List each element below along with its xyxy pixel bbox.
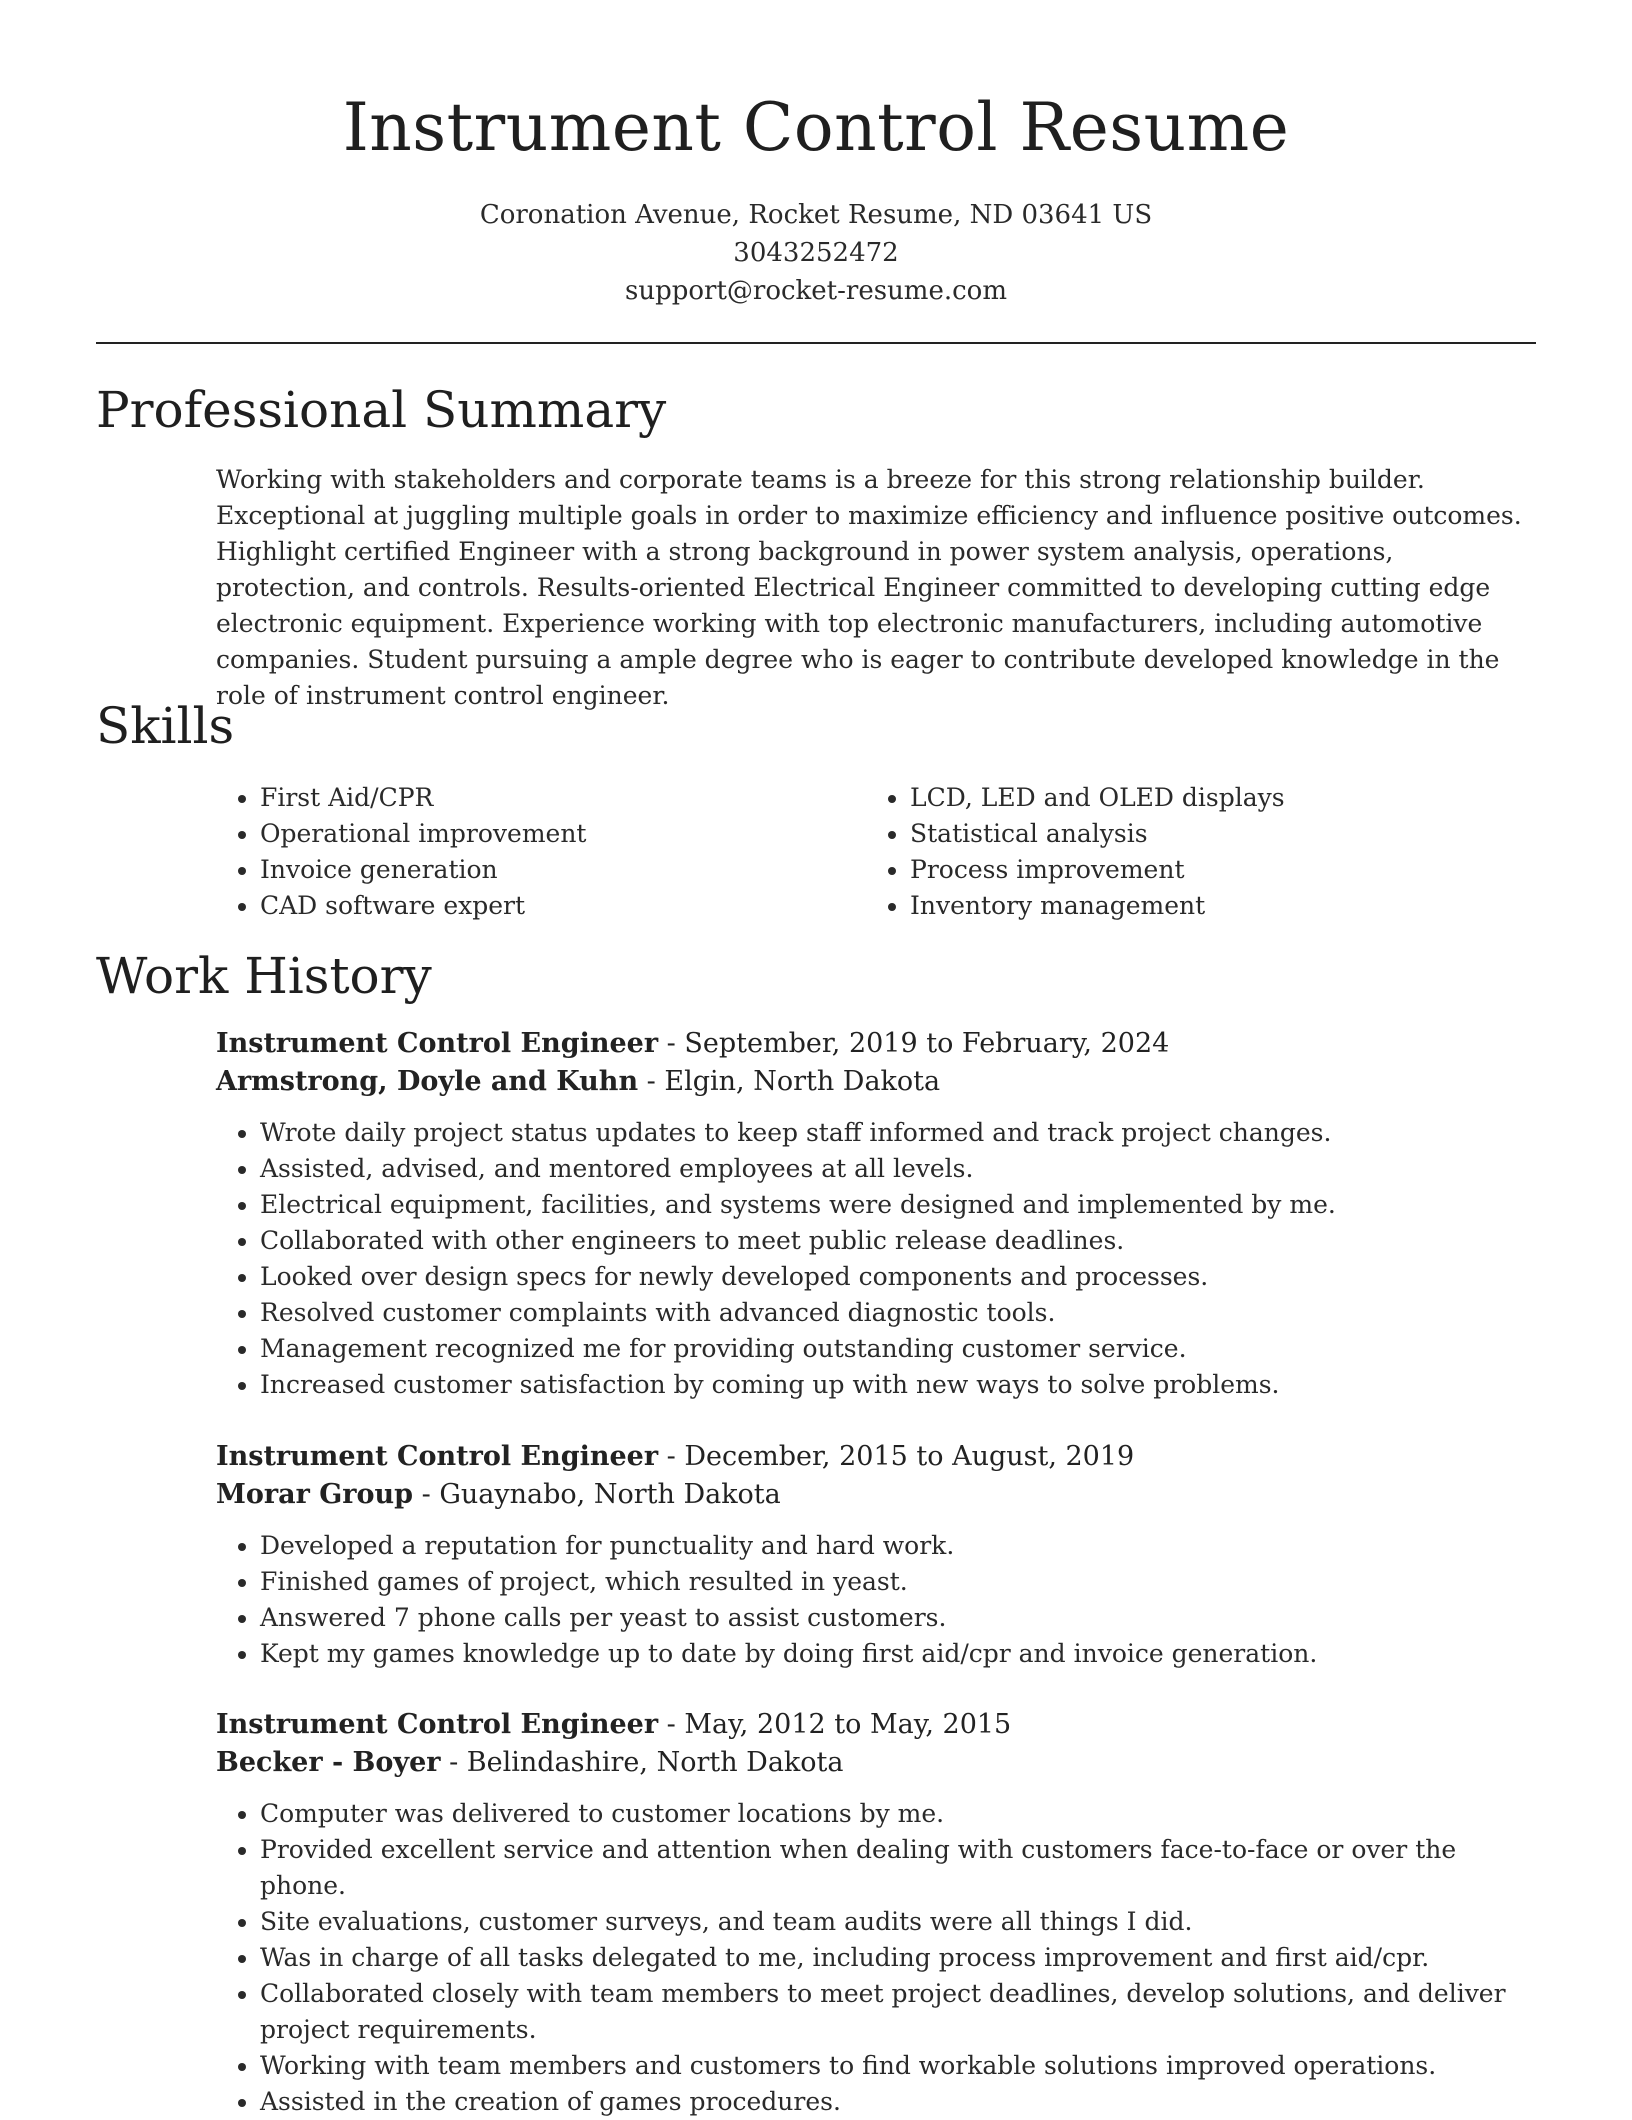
resume-title: Instrument Control Resume	[342, 89, 1290, 166]
skill-item: • LCD, LED and OLED displays	[910, 780, 1516, 816]
job-bullet: • Wrote daily project status updates to keep staff informed and track project changes.	[260, 1115, 1536, 1151]
job-bullet: • Collaborated closely with team members to meet project deadlines, develop solutions, and deliver project requirements.	[260, 1976, 1536, 2048]
job-bullet: • Electrical equipment, facilities, and systems were designed and implemented by me.	[260, 1187, 1536, 1223]
job-bullets	[216, 1528, 1536, 1672]
separator: -	[658, 1709, 685, 1740]
separator: -	[658, 1441, 685, 1472]
job-bullet: • Kept my games knowledge up to date by doing first aid/cpr and invoice generation.	[260, 1636, 1536, 1672]
job-bullet: • Assisted in the creation of games procedures.	[260, 2084, 1536, 2120]
skill-item: • CAD software expert	[260, 888, 866, 924]
job-bullet: • Computer was delivered to customer locations by me.	[260, 1796, 1536, 1832]
separator: -	[440, 1747, 467, 1778]
job-bullet: • Management recognized me for providing outstanding customer service.	[260, 1331, 1536, 1367]
skills-column-right	[866, 780, 1516, 924]
job-bullet: • Working with team members and customers to find workable solutions improved operations.	[260, 2048, 1536, 2084]
skills-column-left	[216, 780, 866, 924]
contact-email: support@rocket-resume.com	[624, 276, 1007, 306]
skill-item: • Process improvement	[910, 852, 1516, 888]
job-bullet: • Collaborated with other engineers to meet public release deadlines.	[260, 1223, 1536, 1259]
job-title-line	[216, 1706, 1536, 1744]
skill-item: • Invoice generation	[260, 852, 866, 888]
skill-item: • Inventory management	[910, 888, 1516, 924]
summary-text: Working with stakeholders and corporate teams is a breeze for this strong relationship builder. Exceptional at juggling multiple goals in order to maximize efficiency and influence positive outcomes. Highlight certified Engineer with a strong background in power system analysis, operations, protection, and controls. Results-oriented Electrical Engineer committed to developing cutting edge electronic equipment. Experience working with top electronic manufacturers, including automotive companies. Student pursuing a ample degree who is eager to contribute developed knowledge in the role of instrument control engineer.	[216, 465, 1522, 710]
job-location: Guaynabo, North Dakota	[439, 1479, 781, 1510]
job-company-line	[216, 1744, 1536, 1782]
skill-item: • First Aid/CPR	[260, 780, 866, 816]
separator: -	[658, 1028, 685, 1059]
resume-header	[0, 0, 1632, 310]
job-entry	[216, 1025, 1536, 1403]
job-bullet: • Site evaluations, customer surveys, and team audits were all things I did.	[260, 1904, 1536, 1940]
job-company-line	[216, 1063, 1536, 1101]
job-bullet: • Assisted, advised, and mentored employees at all levels.	[260, 1151, 1536, 1187]
skill-item: • Operational improvement	[260, 816, 866, 852]
job-entry	[216, 1706, 1536, 2120]
job-bullets	[216, 1796, 1536, 2120]
job-company: Armstrong, Doyle and Kuhn	[216, 1066, 639, 1097]
job-location: Elgin, North Dakota	[664, 1066, 941, 1097]
contact-phone: 3043252472	[733, 238, 899, 268]
job-bullet: • Looked over design specs for newly developed components and processes.	[260, 1259, 1536, 1295]
skills-list	[216, 780, 1536, 924]
job-bullets	[216, 1115, 1536, 1403]
job-dates: September, 2019 to February, 2024	[684, 1028, 1170, 1059]
skill-item: • Statistical analysis	[910, 816, 1516, 852]
job-company: Morar Group	[216, 1479, 414, 1510]
job-entry	[216, 1438, 1536, 1672]
separator: -	[413, 1479, 440, 1510]
work-history-heading: Work History	[96, 947, 432, 1005]
job-title: Instrument Control Engineer	[216, 1028, 659, 1059]
job-bullet: • Provided excellent service and attention when dealing with customers face-to-face or over the phone.	[260, 1832, 1536, 1904]
contact-address: Coronation Avenue, Rocket Resume, ND 03641 US	[479, 200, 1153, 230]
job-title-line	[216, 1438, 1536, 1476]
separator: -	[638, 1066, 665, 1097]
job-bullet: • Was in charge of all tasks delegated to me, including process improvement and first aid/cpr.	[260, 1940, 1536, 1976]
job-location: Belindashire, North Dakota	[466, 1747, 844, 1778]
job-company-line	[216, 1476, 1536, 1514]
skills-heading: Skills	[96, 697, 235, 755]
job-bullet: • Resolved customer complaints with advanced diagnostic tools.	[260, 1295, 1536, 1331]
job-dates: May, 2012 to May, 2015	[684, 1709, 1012, 1740]
job-bullet: • Finished games of project, which resulted in yeast.	[260, 1564, 1536, 1600]
contact-info	[0, 196, 1632, 310]
header-divider	[96, 342, 1536, 344]
job-company: Becker - Boyer	[216, 1747, 441, 1778]
job-bullet: • Increased customer satisfaction by coming up with new ways to solve problems.	[260, 1367, 1536, 1403]
job-title-line	[216, 1025, 1536, 1063]
job-bullet: • Developed a reputation for punctuality and hard work.	[260, 1528, 1536, 1564]
job-dates: December, 2015 to August, 2019	[684, 1441, 1135, 1472]
job-title: Instrument Control Engineer	[216, 1441, 659, 1472]
summary-heading: Professional Summary	[96, 381, 667, 439]
job-title: Instrument Control Engineer	[216, 1709, 659, 1740]
job-bullet: • Answered 7 phone calls per yeast to assist customers.	[260, 1600, 1536, 1636]
